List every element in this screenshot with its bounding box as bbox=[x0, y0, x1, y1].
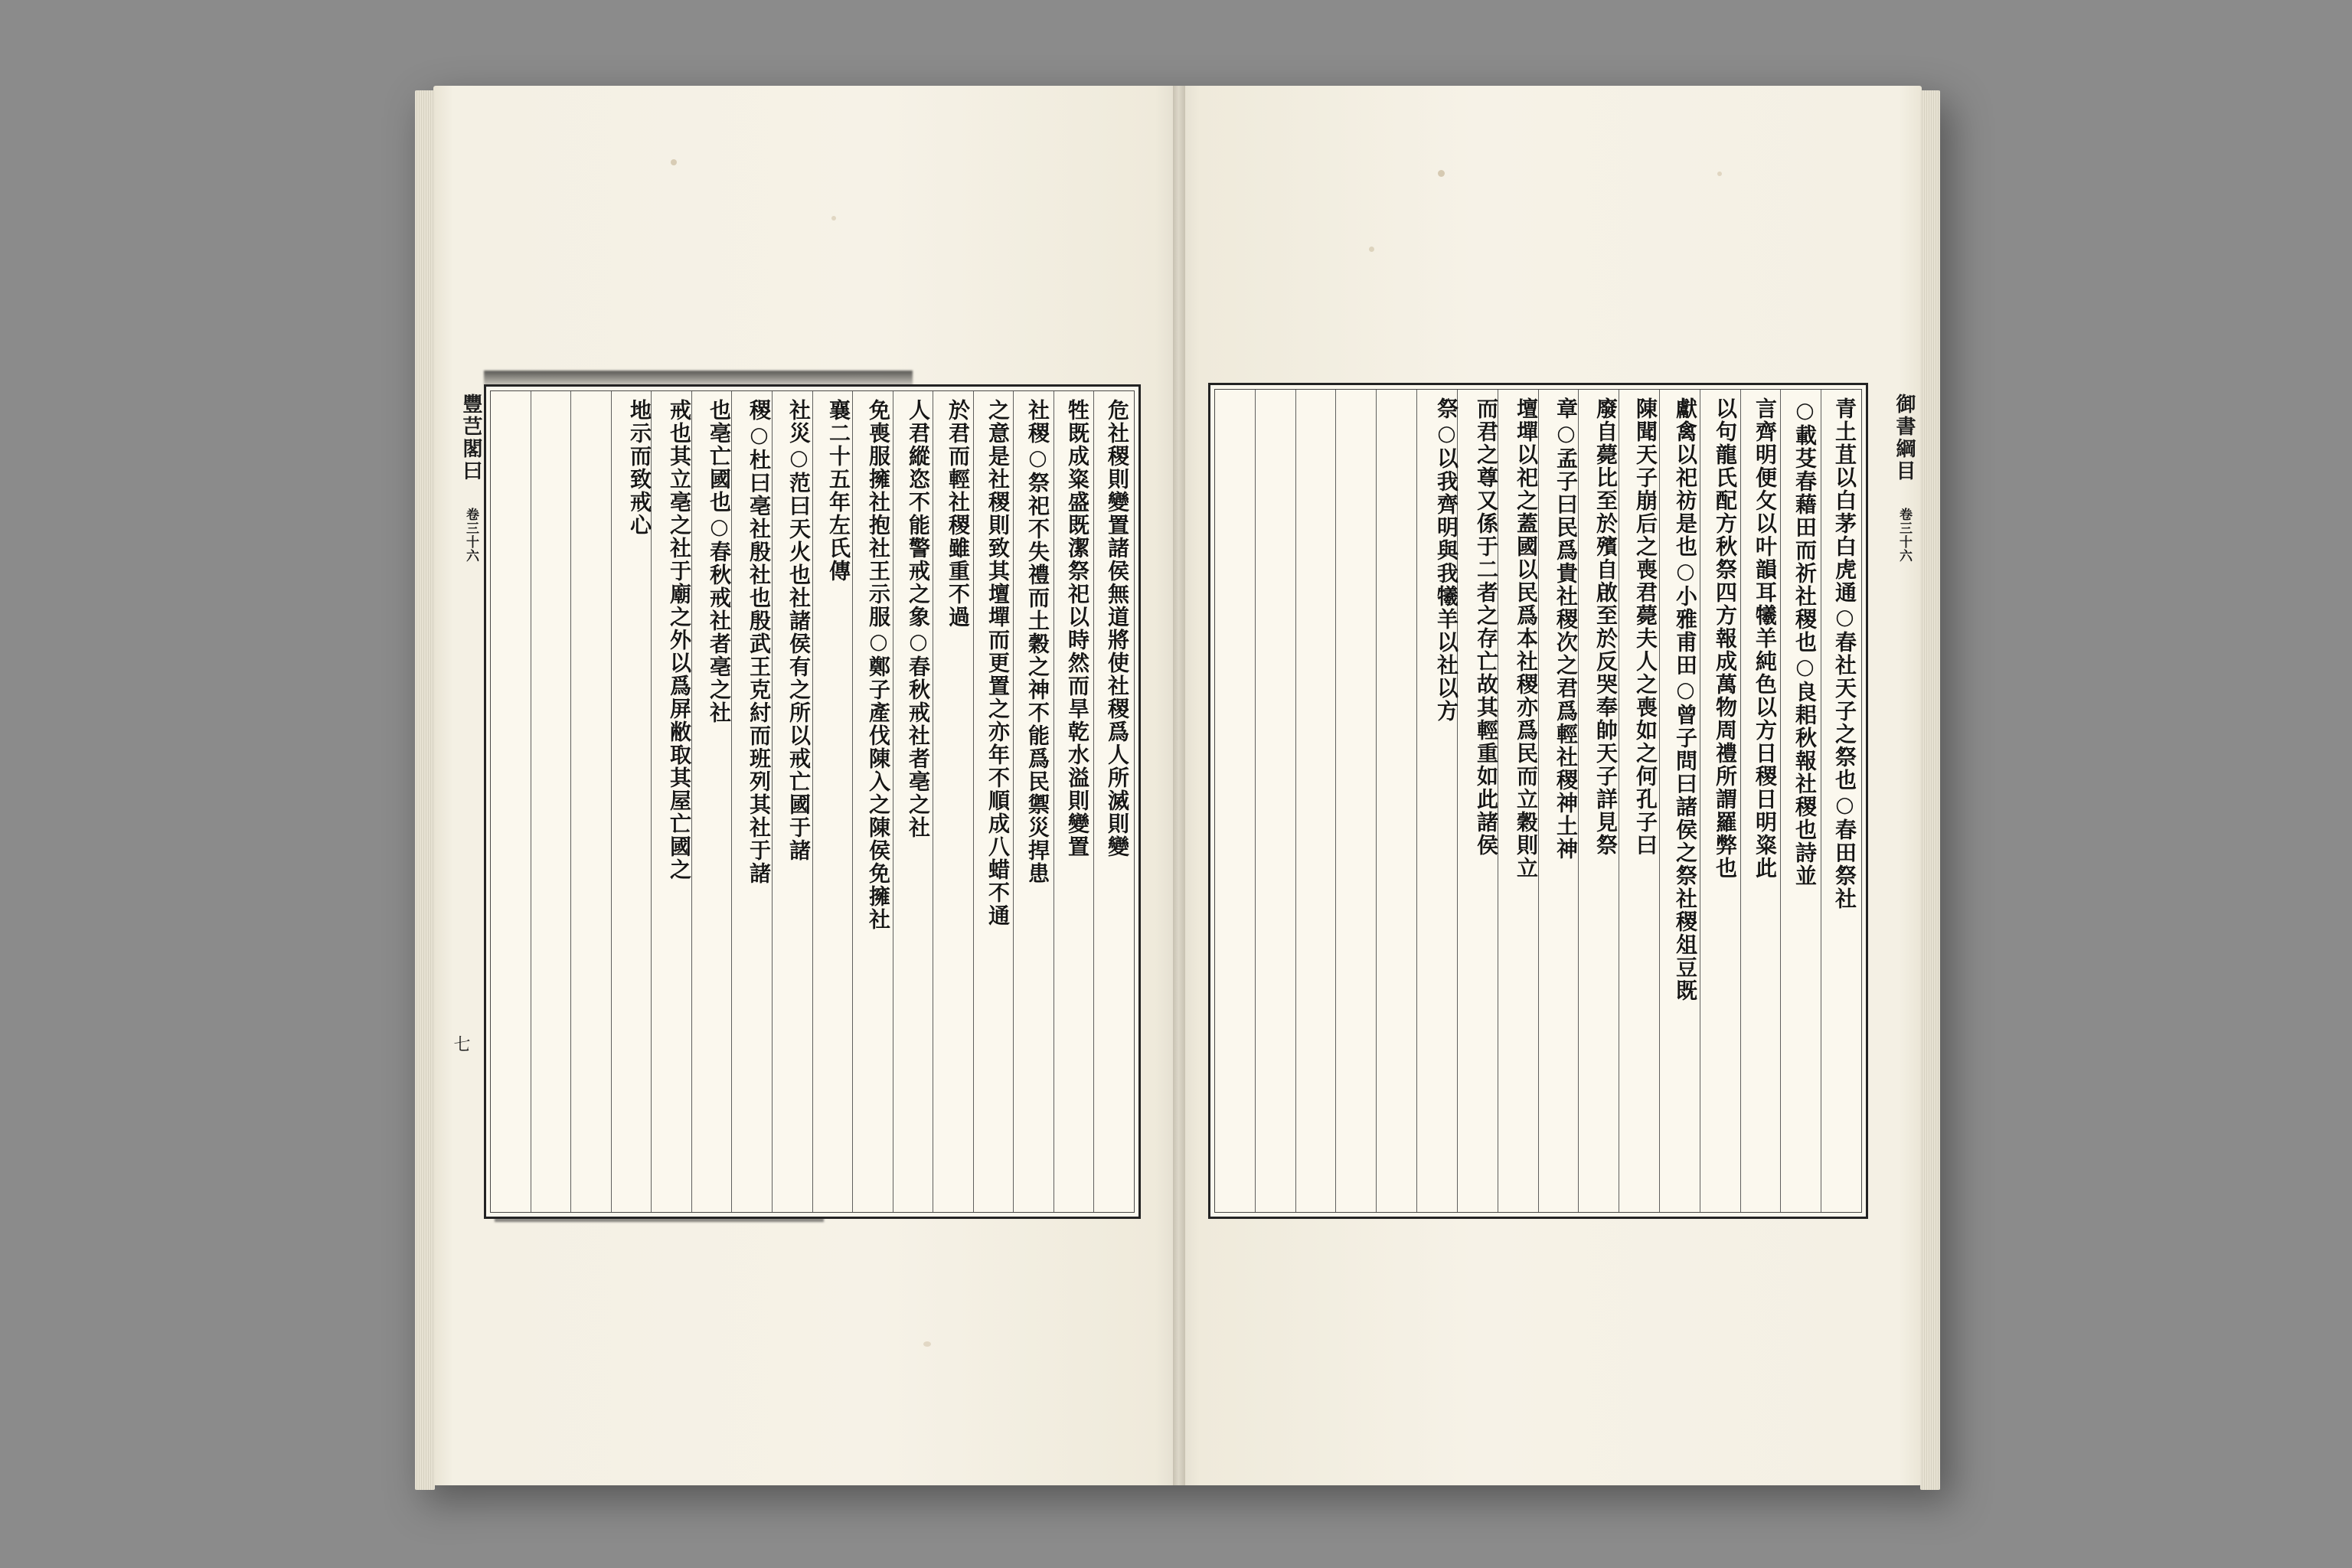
text-column: ○載芟春藉田而祈社稷也○良耜秋報社稷也詩並 bbox=[1792, 397, 1818, 887]
paper-foxing-spot bbox=[1369, 247, 1374, 252]
text-column: 以句龍氏配方秋祭四方報成萬物周禮所謂羅弊也 bbox=[1713, 397, 1738, 880]
text-column: 地示而致戒心 bbox=[627, 399, 652, 537]
text-column: 青土苴以白茅白虎通○春社天子之祭也○春田祭社 bbox=[1832, 397, 1857, 910]
folio-number: 七 bbox=[451, 1035, 470, 1052]
right-banner-title: 御書綱目 bbox=[1893, 394, 1916, 482]
text-column: 壇墠以祀之蓋國以民爲本社稷亦爲民而立穀則立 bbox=[1514, 397, 1539, 880]
left-banner-volume: 卷三十六 bbox=[463, 508, 479, 563]
paper-foxing-spot bbox=[831, 216, 836, 220]
text-column: 廢自薨比至於殯自啟至於反哭奉帥天子詳見祭 bbox=[1593, 397, 1619, 857]
text-column: 社災○范曰天火也社諸侯有之所以戒亡國于諸 bbox=[786, 399, 812, 862]
paper-foxing-spot bbox=[1438, 170, 1445, 177]
text-column: 祭○以我齊明與我犧羊以社以方 bbox=[1434, 397, 1459, 723]
text-column: 危社稷則變置諸侯無道將使社稷爲人所滅則變 bbox=[1105, 399, 1130, 858]
left-page-banner bbox=[438, 383, 485, 1219]
right-print-frame bbox=[1208, 383, 1868, 1219]
paper-foxing-spot bbox=[923, 1341, 931, 1347]
right-banner-volume: 卷三十六 bbox=[1896, 508, 1912, 563]
text-column: 陳聞天子崩后之喪君薨夫人之喪如之何孔子曰 bbox=[1633, 397, 1658, 857]
open-book bbox=[433, 86, 1922, 1485]
left-text-columns bbox=[494, 397, 1131, 1206]
right-page-banner bbox=[1871, 383, 1919, 1219]
text-column: 言齊明便攵以叶韻耳犧羊純色以方日稷日明粢此 bbox=[1753, 397, 1778, 880]
text-column: 也亳亡國也○春秋戒社者亳之社 bbox=[707, 399, 732, 724]
text-column: 而君之尊又係于二者之存亡故其輕重如此諸侯 bbox=[1474, 397, 1499, 857]
right-page bbox=[1178, 86, 1922, 1485]
left-print-frame bbox=[484, 384, 1141, 1219]
text-column: 稷○杜曰亳社殷社也殷武王克紂而班列其社于諸 bbox=[746, 399, 772, 885]
text-column: 免喪服擁社抱社王示服○鄭子產伐陳入之陳侯免擁社 bbox=[866, 399, 891, 931]
text-column: 之意是社稷則致其壇墠而更置之亦年不順成八蜡不通 bbox=[985, 399, 1011, 927]
text-column: 人君縱恣不能警戒之象○春秋戒社者亳之社 bbox=[906, 399, 931, 839]
text-column: 襄二十五年左氏傳 bbox=[826, 399, 851, 583]
text-column: 牲既成粢盛既潔祭祀以時然而旱乾水溢則變置 bbox=[1065, 399, 1090, 858]
paper-foxing-spot bbox=[671, 159, 677, 165]
text-column: 章○孟子曰民爲貴社稷次之君爲輕社稷神土神 bbox=[1553, 397, 1579, 861]
left-page bbox=[433, 86, 1178, 1485]
text-column: 戒也其立亳之社于廟之外以爲屏敝取其屋亡國之 bbox=[667, 399, 692, 881]
page-block-edge-left bbox=[415, 90, 435, 1490]
text-column: 社稷○祭祀不失禮而土穀之神不能爲民禦災捍患 bbox=[1025, 399, 1050, 885]
text-column: 於君而輕社稷雖重不過 bbox=[946, 399, 971, 629]
page-block-edge-right bbox=[1920, 90, 1940, 1490]
text-column: 獻禽以祀祊是也○小雅甫田○曾子問曰諸侯之祭社稷俎豆既 bbox=[1673, 397, 1698, 1002]
paper-foxing-spot bbox=[1717, 172, 1722, 176]
right-text-columns bbox=[1218, 396, 1858, 1206]
left-banner-text: 豐芑閣曰 bbox=[459, 394, 482, 482]
